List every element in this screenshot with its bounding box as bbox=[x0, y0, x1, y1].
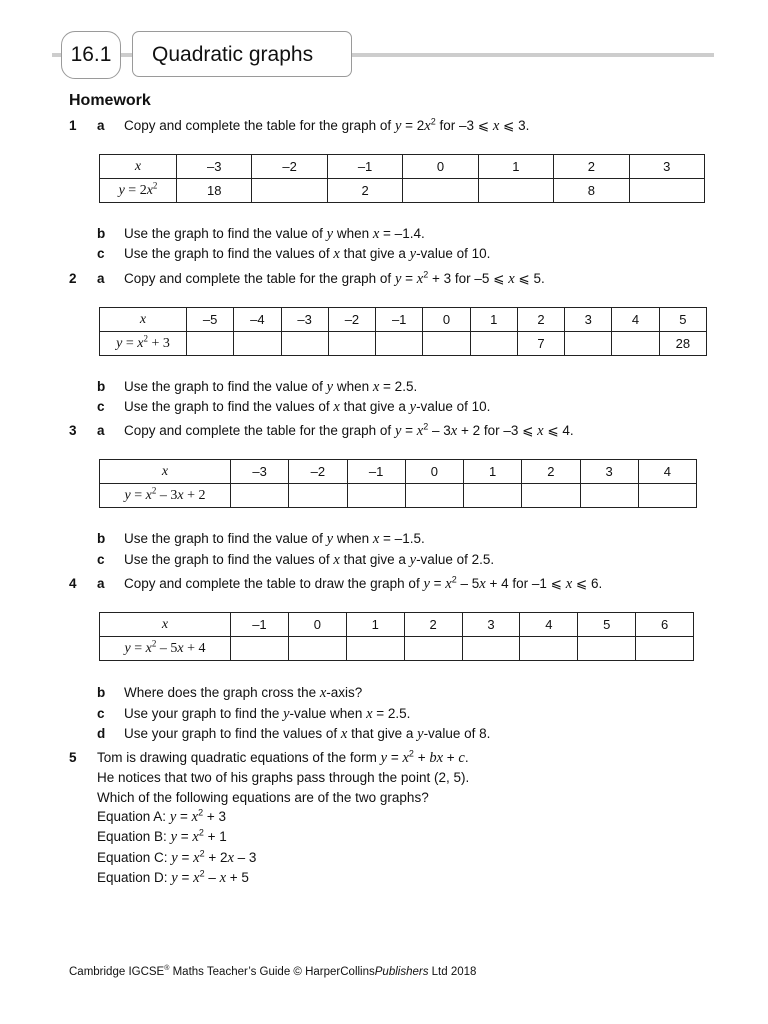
table-cell: 4 bbox=[520, 613, 578, 637]
table-header-x: x bbox=[100, 460, 231, 484]
q2-number: 2 bbox=[69, 271, 77, 286]
table-cell: –1 bbox=[376, 308, 423, 332]
q5-equation-d: Equation D: $y = x^2 - x + 5$ bbox=[97, 868, 249, 886]
table-cell: 4 bbox=[638, 460, 696, 484]
table-cell: –2 bbox=[328, 308, 375, 332]
table-cell bbox=[578, 637, 636, 661]
table-cell: 2 bbox=[404, 613, 462, 637]
homework-heading: Homework bbox=[69, 92, 151, 109]
table-cell: –3 bbox=[177, 155, 252, 179]
table-cell: 28 bbox=[659, 332, 706, 356]
table-cell: 6 bbox=[636, 613, 694, 637]
q4-value-table bbox=[99, 612, 694, 661]
q2b-letter: b bbox=[97, 379, 106, 394]
table-cell: 2 bbox=[522, 460, 580, 484]
table-cell: 2 bbox=[554, 155, 629, 179]
table-cell bbox=[565, 332, 612, 356]
q1-number: 1 bbox=[69, 118, 77, 133]
table-cell bbox=[289, 484, 347, 508]
table-cell: –3 bbox=[231, 460, 289, 484]
q4c-text: Use your graph to find the y-value when x = 2.5. bbox=[124, 706, 411, 722]
table-cell: 0 bbox=[423, 308, 470, 332]
table-cell: –1 bbox=[231, 613, 289, 637]
q5-equation-b: Equation B: $y = x^2 + 1$ bbox=[97, 827, 227, 845]
table-cell: 2 bbox=[327, 179, 402, 203]
q3b-letter: b bbox=[97, 531, 106, 546]
table-cell: 1 bbox=[464, 460, 522, 484]
q2a-letter: a bbox=[97, 271, 105, 286]
table-cell bbox=[636, 637, 694, 661]
q1-value-table bbox=[99, 154, 705, 203]
table-cell: 7 bbox=[517, 332, 564, 356]
q1a-text: Copy and complete the table for the graph of $y = 2x^2$ for –3 ⩽ x ⩽ 3. bbox=[124, 116, 530, 134]
table-cell bbox=[403, 179, 478, 203]
q4c-letter: c bbox=[97, 706, 105, 721]
q5-equation-a: Equation A: $y = x^2 + 3$ bbox=[97, 807, 226, 825]
table-cell: 4 bbox=[612, 308, 659, 332]
table-cell: 8 bbox=[554, 179, 629, 203]
table-cell: –4 bbox=[234, 308, 281, 332]
q3-number: 3 bbox=[69, 423, 77, 438]
table-cell: –5 bbox=[187, 308, 234, 332]
table-cell bbox=[231, 637, 289, 661]
q3c-text: Use the graph to find the values of x that give a y-value of 2.5. bbox=[124, 552, 495, 568]
q5-line-3: Which of the following equations are of the two graphs? bbox=[97, 790, 429, 805]
table-header-y: $y = x^2 + 3$ bbox=[100, 332, 187, 356]
q2a-text: Copy and complete the table for the graph of $y = x^2 + 3$ for –5 ⩽ x ⩽ 5. bbox=[124, 269, 545, 287]
q3b-text: Use the graph to find the value of y when x = –1.5. bbox=[124, 531, 425, 547]
q2b-text: Use the graph to find the value of y when x = 2.5. bbox=[124, 379, 418, 395]
q1b-text: Use the graph to find the value of y when x = –1.4. bbox=[124, 226, 425, 242]
q4a-text: Copy and complete the table to draw the graph of $y = x^2 - 5x + 4$ for –1 ⩽ x ⩽ 6. bbox=[124, 574, 603, 592]
q4d-text: Use your graph to find the values of x that give a y-value of 8. bbox=[124, 726, 491, 742]
footer-copyright: Cambridge IGCSE® Maths Teacher’s Guide © HarperCollinsPublishers Ltd 2018 bbox=[69, 965, 477, 978]
table-cell: 1 bbox=[470, 308, 517, 332]
table-cell: –1 bbox=[327, 155, 402, 179]
table-cell: 1 bbox=[478, 155, 553, 179]
table-cell: 3 bbox=[580, 460, 638, 484]
table-header-y: $y = 2x^2$ bbox=[100, 179, 177, 203]
table-cell: 3 bbox=[629, 155, 704, 179]
table-cell bbox=[288, 637, 346, 661]
table-cell bbox=[347, 484, 405, 508]
q5-line-2: He notices that two of his graphs pass through the point (2, 5). bbox=[97, 770, 470, 785]
q1c-text: Use the graph to find the values of x that give a y-value of 10. bbox=[124, 246, 491, 262]
q4b-text: Where does the graph cross the x-axis? bbox=[124, 685, 363, 701]
q3c-letter: c bbox=[97, 552, 105, 567]
q1c-letter: c bbox=[97, 246, 105, 261]
table-header-y: $y = x^2 - 3x + 2$ bbox=[100, 484, 231, 508]
table-cell: –2 bbox=[252, 155, 327, 179]
q4a-letter: a bbox=[97, 576, 105, 591]
q3a-text: Copy and complete the table for the graph of $y = x^2 - 3x + 2$ for –3 ⩽ x ⩽ 4. bbox=[124, 421, 574, 439]
table-cell: –2 bbox=[289, 460, 347, 484]
q5-equation-c: Equation C: $y = x^2 + 2x - 3$ bbox=[97, 848, 257, 866]
table-cell bbox=[346, 637, 404, 661]
q2c-letter: c bbox=[97, 399, 105, 414]
q1b-letter: b bbox=[97, 226, 106, 241]
table-cell bbox=[404, 637, 462, 661]
table-cell bbox=[234, 332, 281, 356]
table-cell bbox=[629, 179, 704, 203]
table-cell bbox=[520, 637, 578, 661]
table-cell bbox=[478, 179, 553, 203]
q4-number: 4 bbox=[69, 576, 77, 591]
table-cell: 3 bbox=[565, 308, 612, 332]
table-cell bbox=[376, 332, 423, 356]
table-cell: –3 bbox=[281, 308, 328, 332]
table-cell bbox=[522, 484, 580, 508]
q4b-letter: b bbox=[97, 685, 106, 700]
q2-value-table bbox=[99, 307, 707, 356]
table-header-x: x bbox=[100, 308, 187, 332]
table-cell bbox=[252, 179, 327, 203]
table-cell: 18 bbox=[177, 179, 252, 203]
table-cell bbox=[580, 484, 638, 508]
table-header-y: $y = x^2 - 5x + 4$ bbox=[100, 637, 231, 661]
table-cell bbox=[423, 332, 470, 356]
table-cell: 1 bbox=[346, 613, 404, 637]
q5-number: 5 bbox=[69, 750, 77, 765]
table-cell: –1 bbox=[347, 460, 405, 484]
table-header-x: x bbox=[100, 155, 177, 179]
table-cell bbox=[187, 332, 234, 356]
table-cell bbox=[405, 484, 463, 508]
table-cell: 5 bbox=[659, 308, 706, 332]
table-cell bbox=[281, 332, 328, 356]
q5-line-1: Tom is drawing quadratic equations of the form $y = x^2$ + bx + c. bbox=[97, 748, 469, 766]
q2c-text: Use the graph to find the values of x that give a y-value of 10. bbox=[124, 399, 491, 415]
table-cell bbox=[612, 332, 659, 356]
table-header-x: x bbox=[100, 613, 231, 637]
q1a-letter: a bbox=[97, 118, 105, 133]
table-cell: 0 bbox=[403, 155, 478, 179]
q4d-letter: d bbox=[97, 726, 106, 741]
table-cell bbox=[328, 332, 375, 356]
table-cell: 0 bbox=[288, 613, 346, 637]
table-cell: 5 bbox=[578, 613, 636, 637]
table-cell: 0 bbox=[405, 460, 463, 484]
table-cell bbox=[470, 332, 517, 356]
table-cell bbox=[464, 484, 522, 508]
table-cell: 2 bbox=[517, 308, 564, 332]
page-title: Quadratic graphs bbox=[132, 31, 352, 77]
table-cell: 3 bbox=[462, 613, 520, 637]
table-cell bbox=[462, 637, 520, 661]
table-cell bbox=[638, 484, 696, 508]
q3-value-table bbox=[99, 459, 697, 508]
table-cell bbox=[231, 484, 289, 508]
q3a-letter: a bbox=[97, 423, 105, 438]
section-number: 16.1 bbox=[61, 31, 121, 79]
